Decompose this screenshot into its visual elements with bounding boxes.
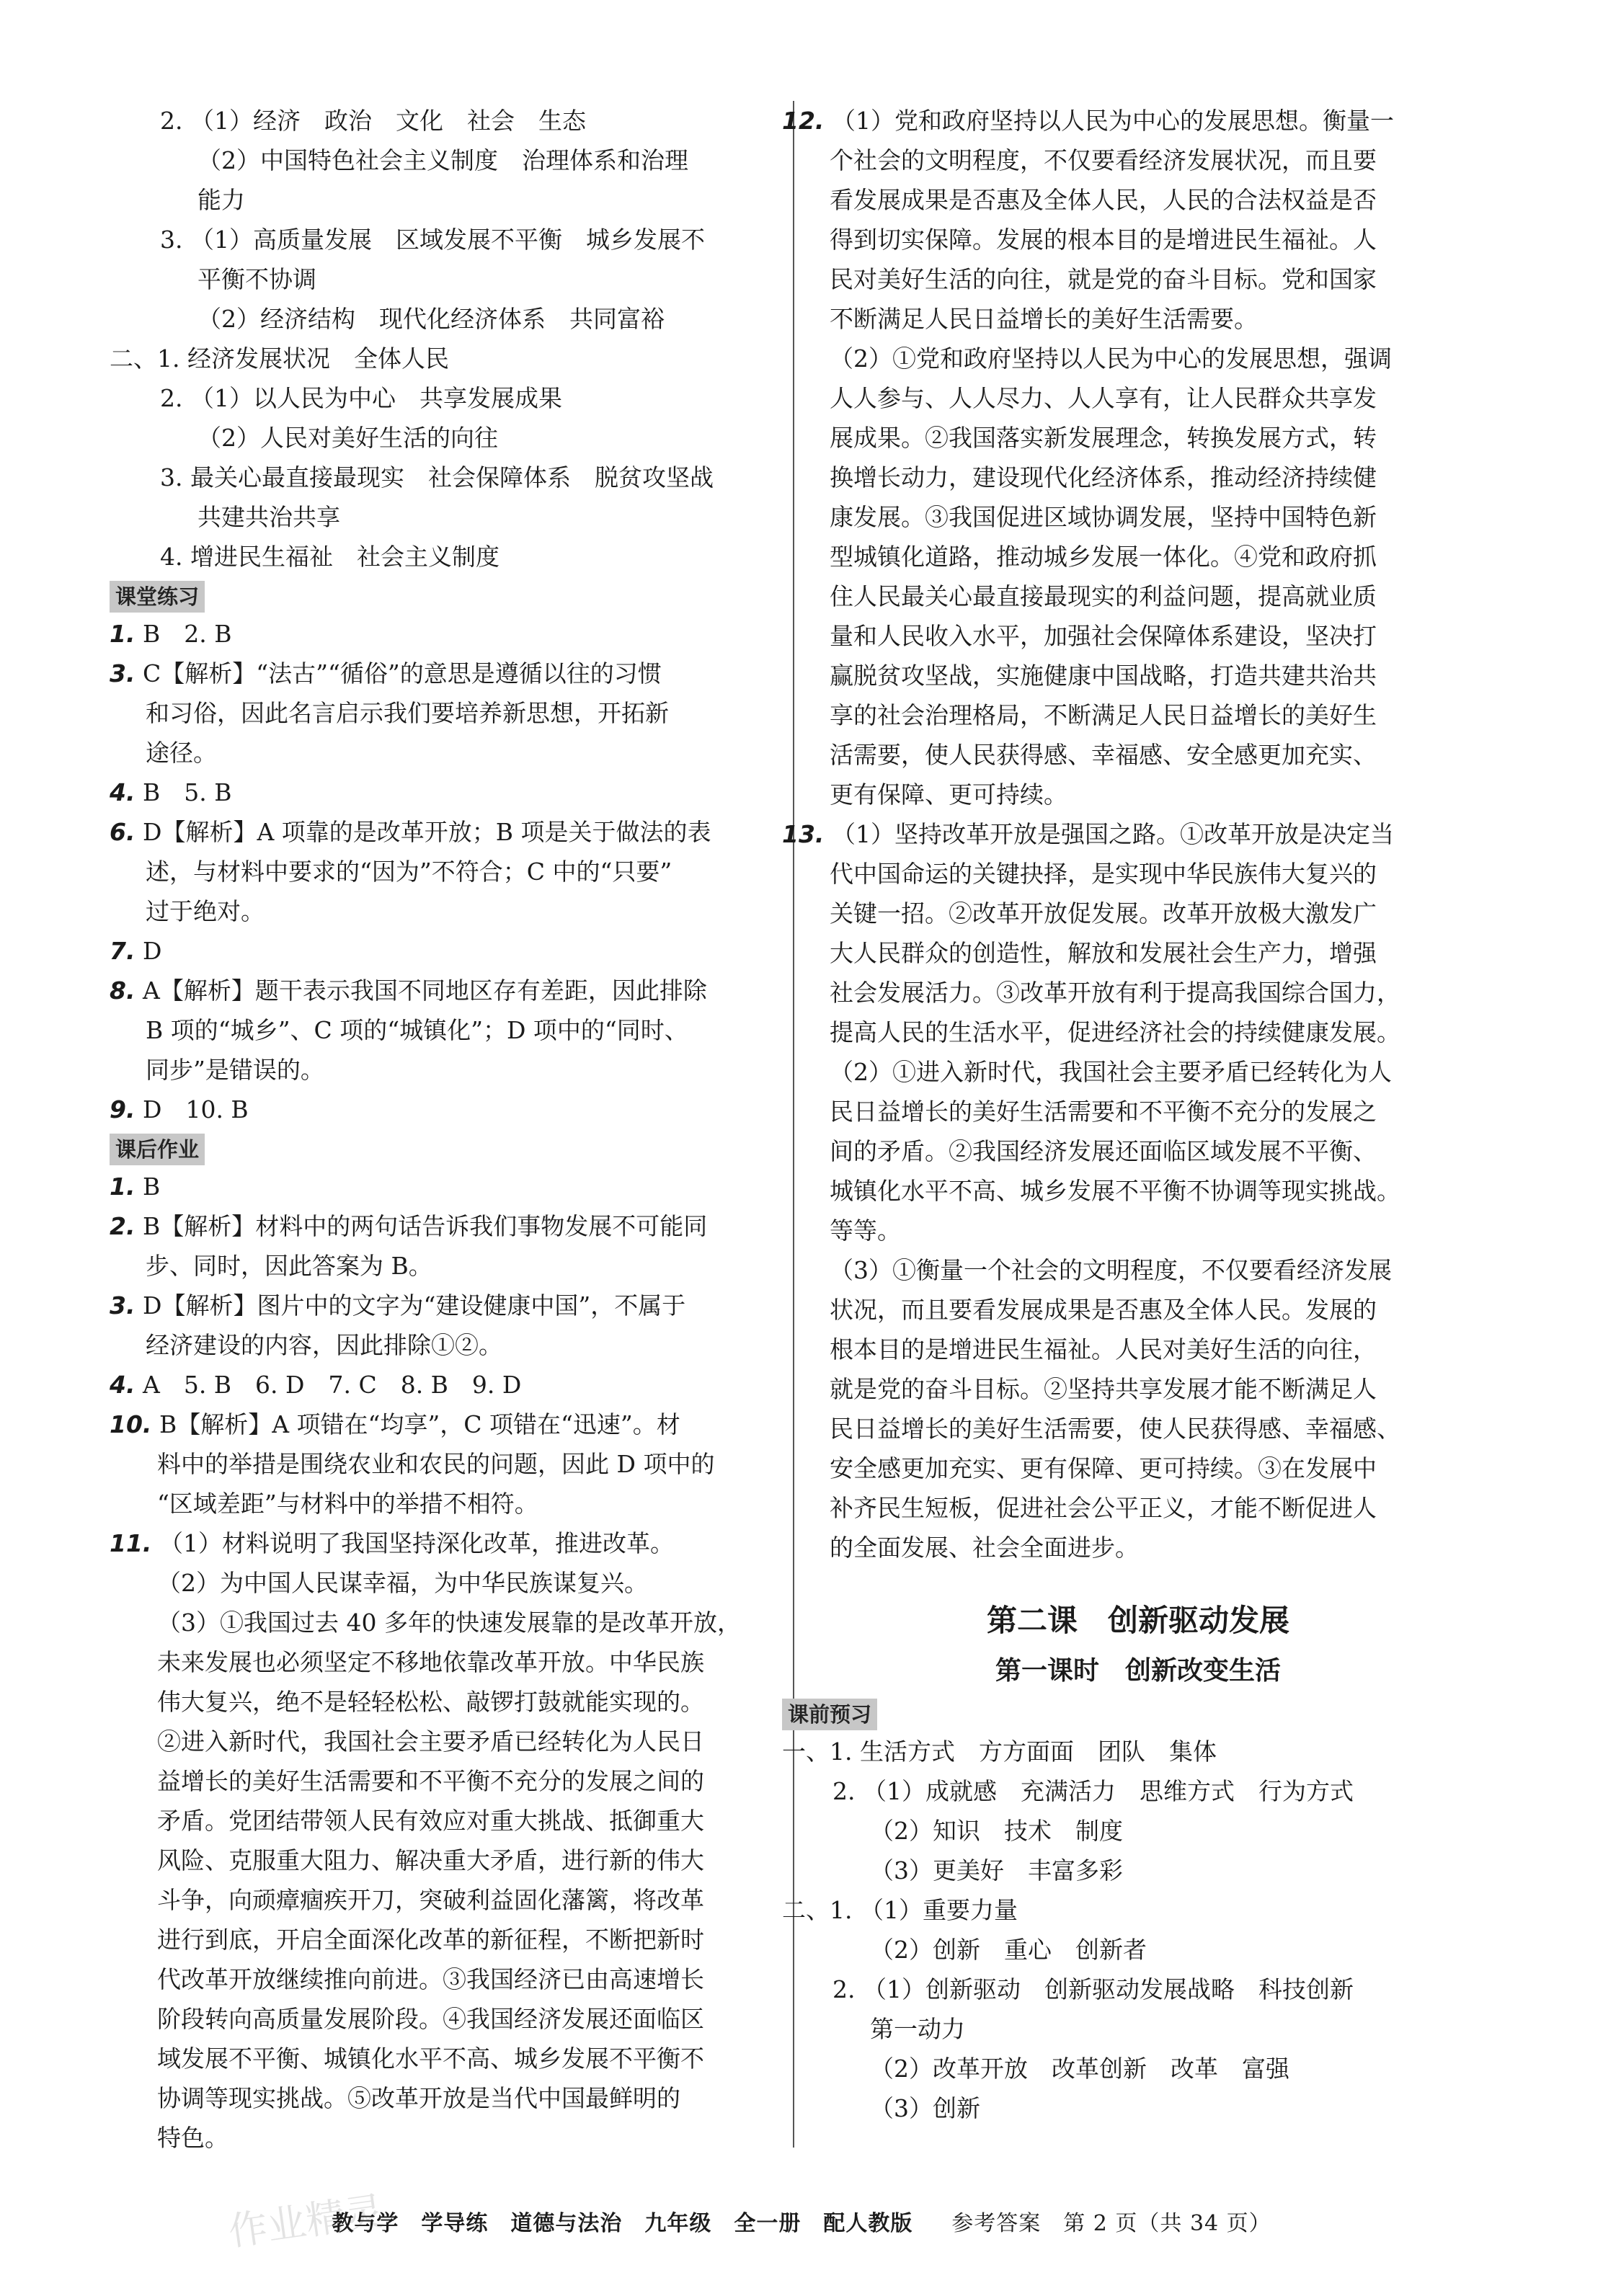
answer-line (782, 735, 1494, 775)
answer-text: 民日益增长的美好生活需要和不平衡不充分的发展之 (830, 1098, 1377, 1126)
answer-text: C【解析】“法古”“循俗”的意思是遵循以往的习惯 (135, 659, 662, 688)
section-heading (782, 1699, 1494, 1730)
answer-text: 二、1. 经济发展状况 全体人民 (110, 344, 449, 373)
answer-text: 换增长动力，建设现代化经济体系，推动经济持续健 (830, 463, 1377, 491)
answer-text: 进行到底，开启全面深化改革的新征程，不断把新时 (157, 1926, 704, 1954)
answer-text: 途径。 (146, 739, 217, 767)
answer-text: 量和人民收入水平，加强社会保障体系建设，坚决打 (830, 622, 1377, 650)
answer-text: 同步”是错误的。 (146, 1056, 324, 1084)
page-footer (0, 2205, 1603, 2237)
answer-line (782, 1449, 1494, 1488)
answer-text: 关键一招。②改革开放促发展。改革开放极大激发广 (830, 899, 1377, 927)
section-heading (110, 1134, 765, 1165)
answer-line (782, 933, 1494, 973)
answer-text: 平衡不协调 (197, 265, 316, 293)
answer-text: 展成果。②我国落实新发展理念，转换发展方式，转 (830, 424, 1377, 452)
section-heading-label: 课堂练习 (110, 581, 205, 613)
answer-line (110, 1880, 765, 1920)
answer-text: （3）创新 (870, 2094, 980, 2122)
answer-text: 域发展不平衡、城镇化水平不高、城乡发展不平衡不 (157, 2044, 704, 2073)
answer-text: 共建共治共享 (197, 503, 340, 531)
question-number: 8. (110, 976, 136, 1005)
answer-line (782, 1970, 1494, 2009)
answer-line (782, 537, 1494, 577)
answer-line (110, 1206, 765, 1246)
answer-text: 赢脱贫攻坚战，实施健康中国战略，打造共建共治共 (830, 662, 1377, 690)
answer-line (110, 458, 765, 497)
answer-line (110, 1405, 765, 1444)
answer-text: 2. （1）经济 政治 文化 社会 生态 (160, 107, 586, 135)
answer-line (782, 2088, 1494, 2128)
answer-line (782, 1890, 1494, 1930)
answer-line (782, 577, 1494, 616)
answer-line (110, 220, 765, 259)
answer-text: 阶段转向高质量发展阶段。④我国经济发展还面临区 (157, 2005, 704, 2033)
answer-line (782, 1811, 1494, 1851)
answer-line (110, 654, 765, 693)
answer-text: B 5. B (135, 778, 232, 806)
answer-text: （2）经济结构 现代化经济体系 共同富裕 (197, 305, 665, 333)
answer-text: 能力 (197, 186, 245, 214)
answer-line (110, 1959, 765, 1999)
answer-line (110, 2118, 765, 2158)
answer-text: B (135, 1173, 161, 1201)
answer-text: 不断满足人民日益增长的美好生活需要。 (830, 305, 1258, 333)
answer-line (110, 812, 765, 852)
answer-text: 城镇化水平不高、城乡发展不平衡不协调等现实挑战。 (830, 1177, 1400, 1205)
answer-line (110, 1050, 765, 1090)
answer-line (110, 1920, 765, 1959)
answer-text: （3）①我国过去 40 多年的快速发展靠的是改革开放， (157, 1608, 741, 1637)
answer-text: 益增长的美好生活需要和不平衡不充分的发展之间的 (157, 1767, 704, 1795)
answer-line (782, 656, 1494, 695)
answer-text: 3. 最关心最直接最现实 社会保障体系 脱贫攻坚战 (160, 463, 714, 491)
answer-text: 型城镇化道路，推动城乡发展一体化。④党和政府抓 (830, 543, 1377, 571)
right-column (782, 101, 1494, 2128)
footer-page-number: 参考答案 第 2 页（共 34 页） (951, 2211, 1271, 2236)
answer-line (782, 1013, 1494, 1052)
answer-text: 人人参与、人人尽力、人人享有，让人民群众共享发 (830, 384, 1377, 412)
question-number: 4. (110, 1371, 136, 1399)
answer-line (782, 854, 1494, 894)
answer-line (110, 1801, 765, 1841)
answer-text: 2. （1）以人民为中心 共享发展成果 (160, 384, 562, 412)
answer-line (782, 1488, 1494, 1528)
answer-text: 述，与材料中要求的“因为”不符合；C 中的“只要” (146, 858, 672, 886)
answer-text: 和习俗，因此名言启示我们要培养新思想，开拓新 (146, 699, 669, 727)
answer-line (110, 1325, 765, 1365)
answer-text: 特色。 (157, 2124, 228, 2152)
answer-text: 协调等现实挑战。⑤改革开放是当代中国最鲜明的 (157, 2084, 680, 2112)
answer-line (110, 852, 765, 891)
answer-line (110, 259, 765, 299)
answer-text: 民对美好生活的向往，就是党的奋斗目标。党和国家 (830, 265, 1377, 293)
question-number: 2. (110, 1212, 136, 1240)
answer-line (110, 537, 765, 577)
answer-text: 二、1. （1）重要力量 (782, 1896, 1018, 1924)
answer-line (110, 693, 765, 733)
question-number: 10. (110, 1410, 152, 1438)
answer-line (782, 220, 1494, 259)
answer-text: 矛盾。党团结带领人民有效应对重大挑战、抵御重大 (157, 1807, 704, 1835)
question-number: 3. (110, 659, 136, 688)
answer-text: 2. （1）成就感 充满活力 思维方式 行为方式 (832, 1777, 1354, 1805)
answer-line (110, 733, 765, 773)
answer-line (782, 418, 1494, 458)
answer-line (782, 1771, 1494, 1811)
answer-text: 提高人民的生活水平，促进经济社会的持续健康发展。 (830, 1018, 1400, 1046)
answer-text: （2）①进入新时代，我国社会主要矛盾已经转化为人 (830, 1058, 1392, 1086)
answer-line (782, 259, 1494, 299)
answer-line (782, 695, 1494, 735)
answer-line (782, 141, 1494, 180)
answer-line (110, 971, 765, 1010)
answer-line (782, 378, 1494, 418)
answer-text: 过于绝对。 (146, 897, 265, 925)
answer-line (110, 299, 765, 339)
answer-text: （2）知识 技术 制度 (870, 1817, 1123, 1845)
answer-line (782, 814, 1494, 854)
answer-text: 个社会的文明程度，不仅要看经济发展状况，而且要 (830, 146, 1377, 174)
answer-text: 未来发展也必须坚定不移地依靠改革开放。中华民族 (157, 1648, 704, 1676)
chapter-title: 第二课 创新驱动发展 (986, 1603, 1289, 1638)
answer-line (110, 2078, 765, 2118)
question-number: 7. (110, 937, 136, 965)
answer-text: 状况，而且要看发展成果是否惠及全体人民。发展的 (830, 1296, 1377, 1324)
answer-line (110, 1563, 765, 1603)
answer-text: D (135, 937, 162, 965)
answer-line (782, 101, 1494, 141)
answer-text: B【解析】A 项错在“均享”，C 项错在“迅速”。材 (151, 1410, 680, 1438)
answer-line (782, 1369, 1494, 1409)
section-heading-label: 课前预习 (782, 1699, 877, 1730)
answer-text: （2）为中国人民谋幸福，为中华民族谋复兴。 (157, 1569, 648, 1597)
answer-text: D【解析】A 项靠的是改革开放；B 项是关于做法的表 (135, 818, 711, 846)
answer-text: 的全面发展、社会全面进步。 (830, 1534, 1139, 1562)
answer-text: 4. 增进民生福祉 社会主义制度 (160, 543, 499, 571)
answer-text: 社会发展活力。③改革开放有利于提高我国综合国力， (830, 979, 1400, 1007)
answer-line (110, 418, 765, 458)
answer-line (110, 1167, 765, 1206)
answer-text: （2）中国特色社会主义制度 治理体系和治理 (197, 146, 688, 174)
answer-line (782, 2009, 1494, 2049)
answer-text: 住人民最关心最直接最现实的利益问题，提高就业质 (830, 582, 1377, 610)
answer-text: 享的社会治理格局，不断满足人民日益增长的美好生 (830, 701, 1377, 729)
question-number: 3. (110, 1291, 136, 1320)
answer-line (782, 616, 1494, 656)
answer-line (782, 775, 1494, 814)
answer-line (110, 1286, 765, 1325)
answer-line (782, 497, 1494, 537)
lesson-title: 第一课时 创新改变生活 (995, 1656, 1281, 1686)
answer-text: 风险、克服重大阻力、解决重大矛盾，进行新的伟大 (157, 1846, 704, 1874)
answer-text: 根本目的是增进民生福祉。人民对美好生活的向往， (830, 1335, 1377, 1363)
answer-line (782, 2049, 1494, 2088)
question-number: 4. (110, 778, 136, 806)
answer-text: ②进入新时代，我国社会主要矛盾已经转化为人民日 (157, 1727, 704, 1756)
answer-text: （2）改革开放 改革创新 改革 富强 (870, 2055, 1289, 2083)
answer-text: D【解析】图片中的文字为“建设健康中国”，不属于 (135, 1291, 686, 1320)
section-heading-label: 课后作业 (110, 1134, 205, 1165)
answer-line (110, 1444, 765, 1484)
answer-text: （3）①衡量一个社会的文明程度，不仅要看经济发展 (830, 1256, 1392, 1284)
answer-line (782, 299, 1494, 339)
answer-line (782, 1211, 1494, 1250)
answer-line (782, 1732, 1494, 1771)
answer-line (110, 1365, 765, 1405)
answer-text: 等等。 (830, 1216, 901, 1245)
answer-text: 伟大复兴，绝不是轻轻松松、敲锣打鼓就能实现的。 (157, 1688, 704, 1716)
answer-line (110, 1722, 765, 1761)
answer-text: 第一动力 (870, 2015, 965, 2043)
answer-line (110, 2039, 765, 2078)
answer-line (110, 339, 765, 378)
answer-text: 看发展成果是否惠及全体人民，人民的合法权益是否 (830, 186, 1377, 214)
answer-line (110, 1523, 765, 1563)
answer-text: A【解析】题干表示我国不同地区存有差距，因此排除 (135, 976, 707, 1005)
answer-text: “区域差距”与材料中的举措不相符。 (157, 1490, 538, 1518)
answer-text: 安全感更加充实、更有保障、更可持续。③在发展中 (830, 1454, 1377, 1482)
question-number: 13. (782, 820, 825, 848)
answer-line (110, 180, 765, 220)
answer-line (110, 141, 765, 180)
answer-line (110, 1999, 765, 2039)
answer-text: 就是党的奋斗目标。②坚持共享发展才能不断满足人 (830, 1375, 1377, 1403)
answer-line (782, 1528, 1494, 1567)
answer-line (110, 1484, 765, 1523)
answer-line (782, 1092, 1494, 1131)
answer-text: B 项的“城乡”、C 项的“城镇化”；D 项中的“同时、 (146, 1016, 688, 1044)
answer-line (110, 1841, 765, 1880)
answer-line (782, 1131, 1494, 1171)
question-number: 1. (110, 1173, 136, 1201)
answer-line (110, 614, 765, 654)
answer-line (110, 1603, 765, 1642)
answer-text: 大人民群众的创造性，解放和发展社会生产力，增强 (830, 939, 1377, 967)
answer-text: 斗争，向顽瘴痼疾开刀，突破利益固化藩篱，将改革 (157, 1886, 704, 1914)
answer-line (782, 1052, 1494, 1092)
answer-text: 活需要，使人民获得感、幸福感、安全感更加充实、 (830, 741, 1377, 769)
question-number: 9. (110, 1095, 136, 1123)
answer-text: （2）人民对美好生活的向往 (197, 424, 498, 452)
answer-text: 经济建设的内容，因此排除①②。 (146, 1331, 502, 1359)
answer-line (110, 931, 765, 971)
answer-text: 3. （1）高质量发展 区域发展不平衡 城乡发展不 (160, 226, 705, 254)
answer-text: 一、1. 生活方式 方方面面 团队 集体 (782, 1737, 1217, 1766)
answer-line (110, 773, 765, 812)
answer-text: 代中国命运的关键抉择，是实现中华民族伟大复兴的 (830, 860, 1377, 888)
answer-line (782, 1851, 1494, 1890)
answer-line (782, 1171, 1494, 1211)
answer-text: （2）①党和政府坚持以人民为中心的发展思想，强调 (830, 344, 1392, 373)
answer-line (110, 1761, 765, 1801)
footer-book-title: 教与学 学导练 道德与法治 九年级 全一册 配人教版 (332, 2211, 913, 2236)
answer-text: （2）创新 重心 创新者 (870, 1936, 1147, 1964)
section-heading (110, 581, 765, 613)
answer-line (110, 1246, 765, 1286)
question-number: 12. (782, 107, 825, 135)
question-number: 1. (110, 620, 136, 648)
answer-line (782, 1330, 1494, 1369)
answer-line (110, 378, 765, 418)
question-number: 6. (110, 818, 136, 846)
answer-text: 康发展。③我国促进区域协调发展，坚持中国特色新 (830, 503, 1377, 531)
answer-line (110, 1642, 765, 1682)
question-number: 11. (110, 1529, 152, 1557)
answer-text: D 10. B (135, 1095, 249, 1123)
answer-line (782, 1290, 1494, 1330)
answer-line (110, 101, 765, 141)
answer-text: （1）党和政府坚持以人民为中心的发展思想。衡量一 (824, 107, 1394, 135)
answer-line (782, 894, 1494, 933)
answer-line (782, 1409, 1494, 1449)
answer-text: 步、同时，因此答案为 B。 (146, 1252, 432, 1280)
answer-text: 更有保障、更可持续。 (830, 780, 1067, 809)
answer-line (782, 1930, 1494, 1970)
answer-line (782, 973, 1494, 1013)
answer-line (110, 1090, 765, 1129)
answer-text: B 2. B (135, 620, 232, 648)
answer-text: 民日益增长的美好生活需要，使人民获得感、幸福感、 (830, 1415, 1400, 1443)
answer-text: 补齐民生短板，促进社会公平正义，才能不断促进人 (830, 1494, 1377, 1522)
answer-text: （3）更美好 丰富多彩 (870, 1856, 1123, 1885)
answer-line (782, 339, 1494, 378)
answer-text: 代改革开放继续推向前进。③我国经济已由高速增长 (157, 1965, 704, 1993)
answer-line (110, 497, 765, 537)
answer-text: （1）坚持改革开放是强国之路。①改革开放是决定当 (824, 820, 1394, 848)
answer-text: （1）材料说明了我国坚持深化改革，推进改革。 (151, 1529, 674, 1557)
answer-line (110, 1682, 765, 1722)
answer-line (782, 1250, 1494, 1290)
left-column (110, 101, 765, 2158)
watermark: 作业精灵 (226, 2188, 386, 2255)
answer-text: A 5. B 6. D 7. C 8. B 9. D (135, 1371, 522, 1399)
answer-text: 得到切实保障。发展的根本目的是增进民生福祉。人 (830, 226, 1377, 254)
answer-text: 间的矛盾。②我国经济发展还面临区域发展不平衡、 (830, 1137, 1377, 1165)
answer-line (110, 891, 765, 931)
answer-line (782, 180, 1494, 220)
answer-text: B【解析】材料中的两句话告诉我们事物发展不可能同 (135, 1212, 708, 1240)
answer-text: 料中的举措是围绕农业和农民的问题，因此 D 项中的 (157, 1450, 715, 1478)
answer-line (110, 1010, 765, 1050)
answer-line (782, 458, 1494, 497)
answer-text: 2. （1）创新驱动 创新驱动发展战略 科技创新 (832, 1975, 1354, 2003)
